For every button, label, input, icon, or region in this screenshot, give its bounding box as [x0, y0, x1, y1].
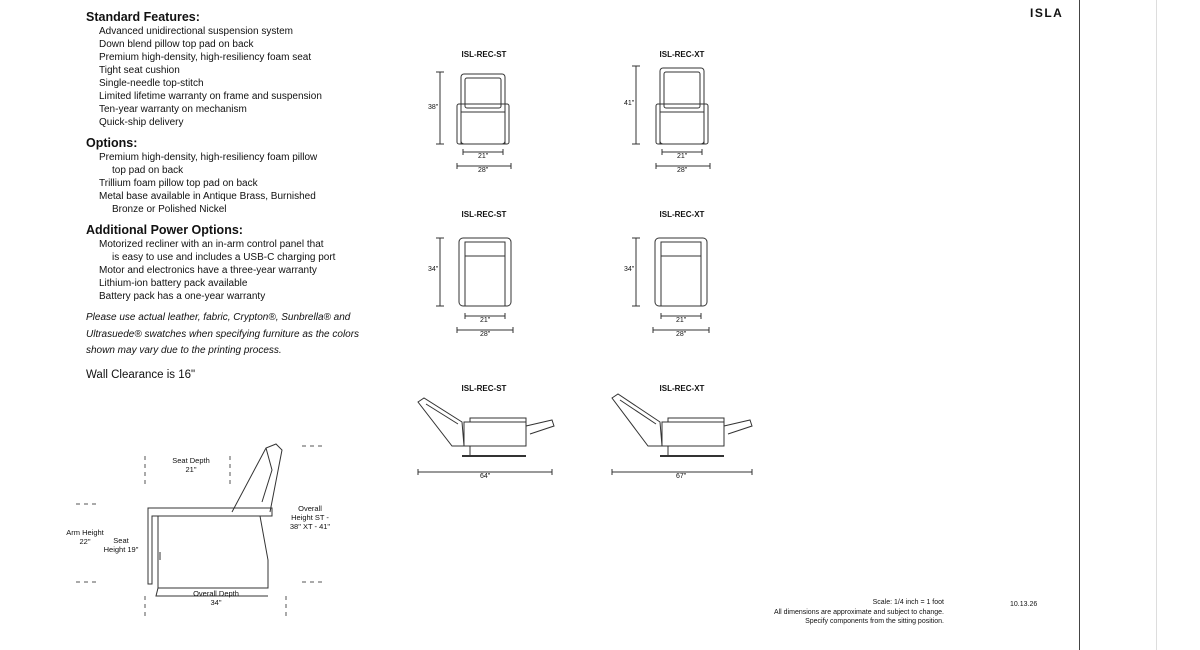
wall-clearance: Wall Clearance is 16": [86, 368, 196, 381]
front-view-st-label: ISL-REC-ST: [461, 50, 507, 59]
reclined-view-xt-drawing: [612, 394, 752, 475]
power-options-heading: Additional Power Options:: [86, 223, 243, 237]
list-item: Premium high-density, high-resiliency foam seat: [99, 52, 312, 63]
revision-code: 10.13.26: [1010, 601, 1038, 608]
front-view-st-drawing: [436, 72, 511, 169]
list-item: Motor and electronics have a three-year warranty: [99, 265, 317, 276]
top-st-depth: 34": [428, 266, 439, 273]
front-st-outer-width: 28": [478, 167, 489, 174]
overall-depth-label: Overall Depth 34": [193, 589, 239, 607]
list-item: Advanced unidirectional suspension system: [99, 26, 293, 37]
reclined-view-st-drawing: [418, 398, 554, 475]
reclined-xt-length: 67": [676, 473, 687, 480]
seat-depth-label: Seat Depth 21": [172, 456, 210, 474]
list-item: Trillium foam pillow top pad on back: [99, 178, 258, 189]
front-view-xt-drawing: [632, 66, 710, 169]
front-st-inner-width: 21": [478, 153, 489, 160]
list-item: Down blend pillow top pad on back: [99, 39, 254, 50]
side-view-drawing: [148, 444, 282, 596]
list-item-continued: is easy to use and includes a USB-C charging port: [112, 252, 336, 263]
standard-features-heading: Standard Features:: [86, 10, 200, 24]
list-item: Lithium-ion battery pack available: [99, 278, 248, 289]
front-st-height: 38": [428, 104, 439, 111]
swatch-note: Please use actual leather, fabric, Crypton®, Sunbrella® and Ultrasuede® swatches when specifying furniture as the colors shown may vary due to the printing process.: [86, 312, 360, 356]
scale-note: Scale: 1/4 inch = 1 foot: [872, 599, 944, 606]
top-st-outer-width: 28": [480, 331, 491, 338]
top-view-st-label: ISL-REC-ST: [461, 210, 507, 219]
list-item-continued: Bronze or Polished Nickel: [112, 204, 227, 215]
list-item: Limited lifetime warranty on frame and suspension: [99, 91, 322, 102]
top-xt-depth: 34": [624, 266, 635, 273]
list-item: Quick-ship delivery: [99, 117, 184, 128]
overall-height-label: Overall Height ST - 38" XT - 41": [289, 504, 331, 531]
list-item: Single-needle top-stitch: [99, 78, 204, 89]
seat-height-label: Seat Height 19": [103, 536, 139, 554]
front-xt-outer-width: 28": [677, 167, 688, 174]
front-view-xt-label: ISL-REC-XT: [659, 50, 705, 59]
arm-height-label: Arm Height 22": [66, 528, 104, 546]
options-heading: Options:: [86, 136, 138, 150]
front-xt-inner-width: 21": [677, 153, 688, 160]
list-item: Battery pack has a one-year warranty: [99, 291, 266, 302]
top-view-xt-drawing: [632, 238, 709, 333]
front-xt-height: 41": [624, 100, 635, 107]
list-item: Metal base available in Antique Brass, Burnished: [99, 191, 316, 202]
top-view-st-drawing: [436, 238, 513, 333]
top-xt-inner-width: 21": [676, 317, 687, 324]
list-item-continued: top pad on back: [112, 165, 184, 176]
brand-name: ISLA: [1030, 6, 1064, 20]
list-item: Tight seat cushion: [99, 65, 180, 76]
list-item: Ten-year warranty on mechanism: [99, 104, 247, 115]
top-view-xt-label: ISL-REC-XT: [659, 210, 705, 219]
list-item: Premium high-density, high-resiliency foam pillow: [99, 152, 318, 163]
reclined-st-length: 64": [480, 473, 491, 480]
top-xt-outer-width: 28": [676, 331, 687, 338]
reclined-view-xt-label: ISL-REC-XT: [659, 384, 705, 393]
dimensions-disclaimer: All dimensions are approximate and subject to change.: [773, 609, 944, 616]
sitting-position-note: Specify components from the sitting position.: [805, 618, 944, 625]
top-st-inner-width: 21": [480, 317, 491, 324]
list-item: Motorized recliner with an in-arm control panel that: [99, 239, 324, 250]
reclined-view-st-label: ISL-REC-ST: [461, 384, 507, 393]
